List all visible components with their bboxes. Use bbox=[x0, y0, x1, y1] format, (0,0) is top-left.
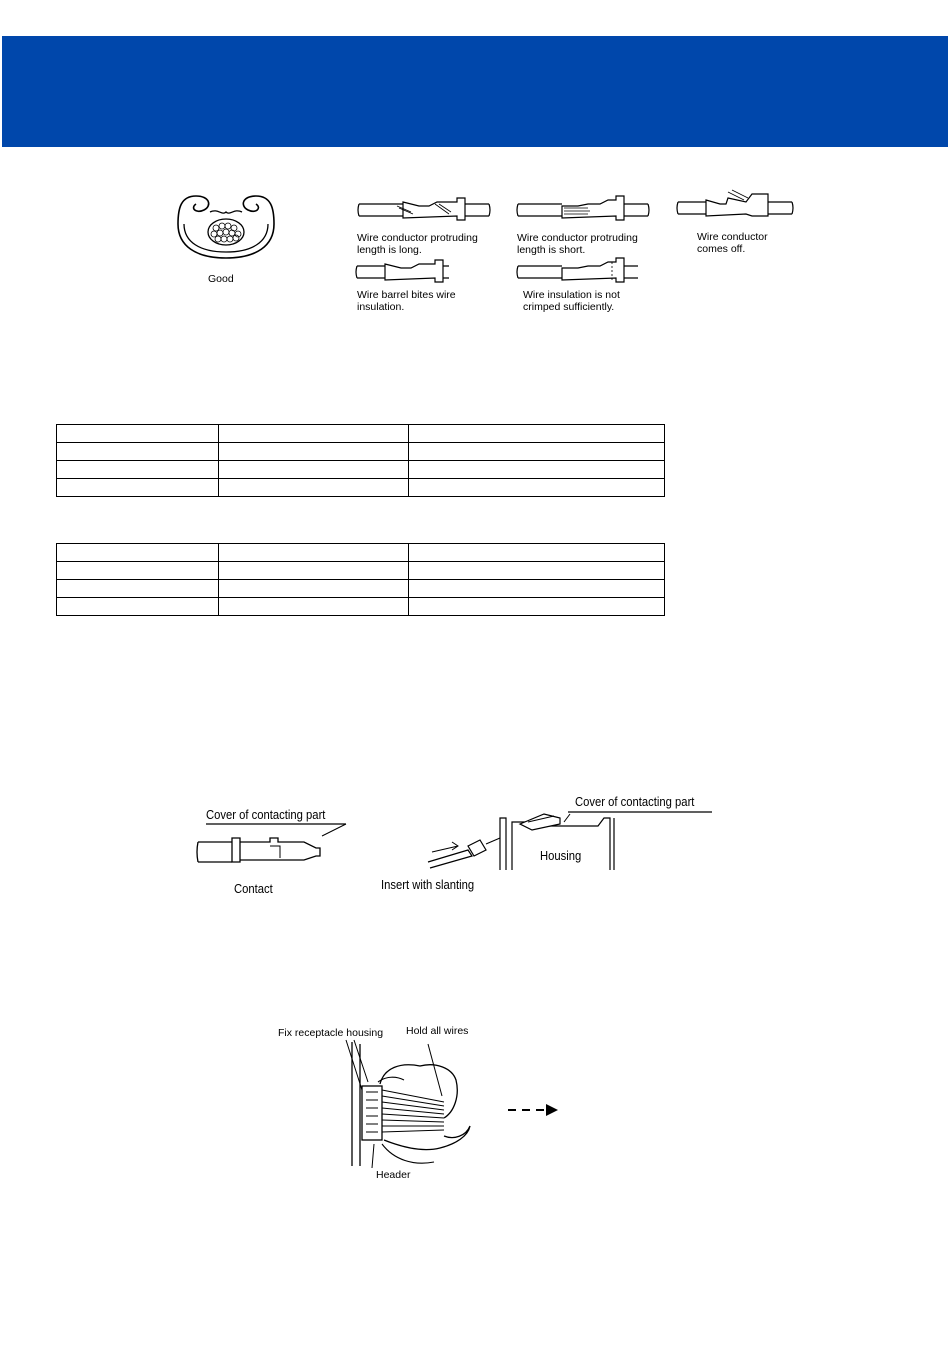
defect-caption-bites: Wire barrel bites wire insulation. bbox=[357, 289, 456, 313]
hold-wires-label: Hold all wires bbox=[406, 1025, 469, 1037]
contact-label: Contact bbox=[234, 882, 273, 896]
receptacle-hand-drawing bbox=[344, 1040, 474, 1170]
header-banner bbox=[2, 36, 948, 147]
fix-housing-label: Fix receptacle housing bbox=[278, 1027, 384, 1039]
good-label: Good bbox=[208, 273, 234, 285]
cover-label-right: Cover of contacting part bbox=[575, 795, 695, 809]
table-row bbox=[57, 598, 665, 616]
defect-caption-off: Wire conductor comes off. bbox=[697, 231, 768, 255]
spec-table-2 bbox=[56, 543, 665, 616]
table-row bbox=[57, 479, 665, 497]
defect-caption-long: Wire conductor protruding length is long. bbox=[357, 232, 478, 256]
good-crimp-cross-section bbox=[176, 190, 276, 262]
defect-insulation-not-crimped-drawing bbox=[516, 258, 640, 286]
table-row bbox=[57, 544, 665, 562]
table-row bbox=[57, 443, 665, 461]
defect-caption-short: Wire conductor protruding length is short. bbox=[517, 232, 638, 256]
header-label: Header bbox=[376, 1169, 411, 1181]
table-row bbox=[57, 562, 665, 580]
defect-caption-insulation: Wire insulation is not crimped sufficiently. bbox=[523, 289, 620, 313]
defect-conductor-off-drawing bbox=[676, 190, 794, 224]
defect-short-protrusion-drawing bbox=[516, 196, 650, 226]
spec-table-1 bbox=[56, 424, 665, 497]
pull-direction-arrow-icon bbox=[508, 1103, 560, 1117]
table-row bbox=[57, 580, 665, 598]
table-row bbox=[57, 425, 665, 443]
cover-label-left: Cover of contacting part bbox=[206, 808, 326, 822]
defect-barrel-bites-drawing bbox=[355, 258, 451, 286]
housing-label: Housing bbox=[540, 849, 582, 863]
defect-long-protrusion-drawing bbox=[357, 196, 491, 226]
table-row bbox=[57, 461, 665, 479]
insert-label: Insert with slanting bbox=[381, 878, 475, 892]
contact-drawing bbox=[196, 822, 356, 872]
housing-drawing bbox=[428, 810, 714, 878]
